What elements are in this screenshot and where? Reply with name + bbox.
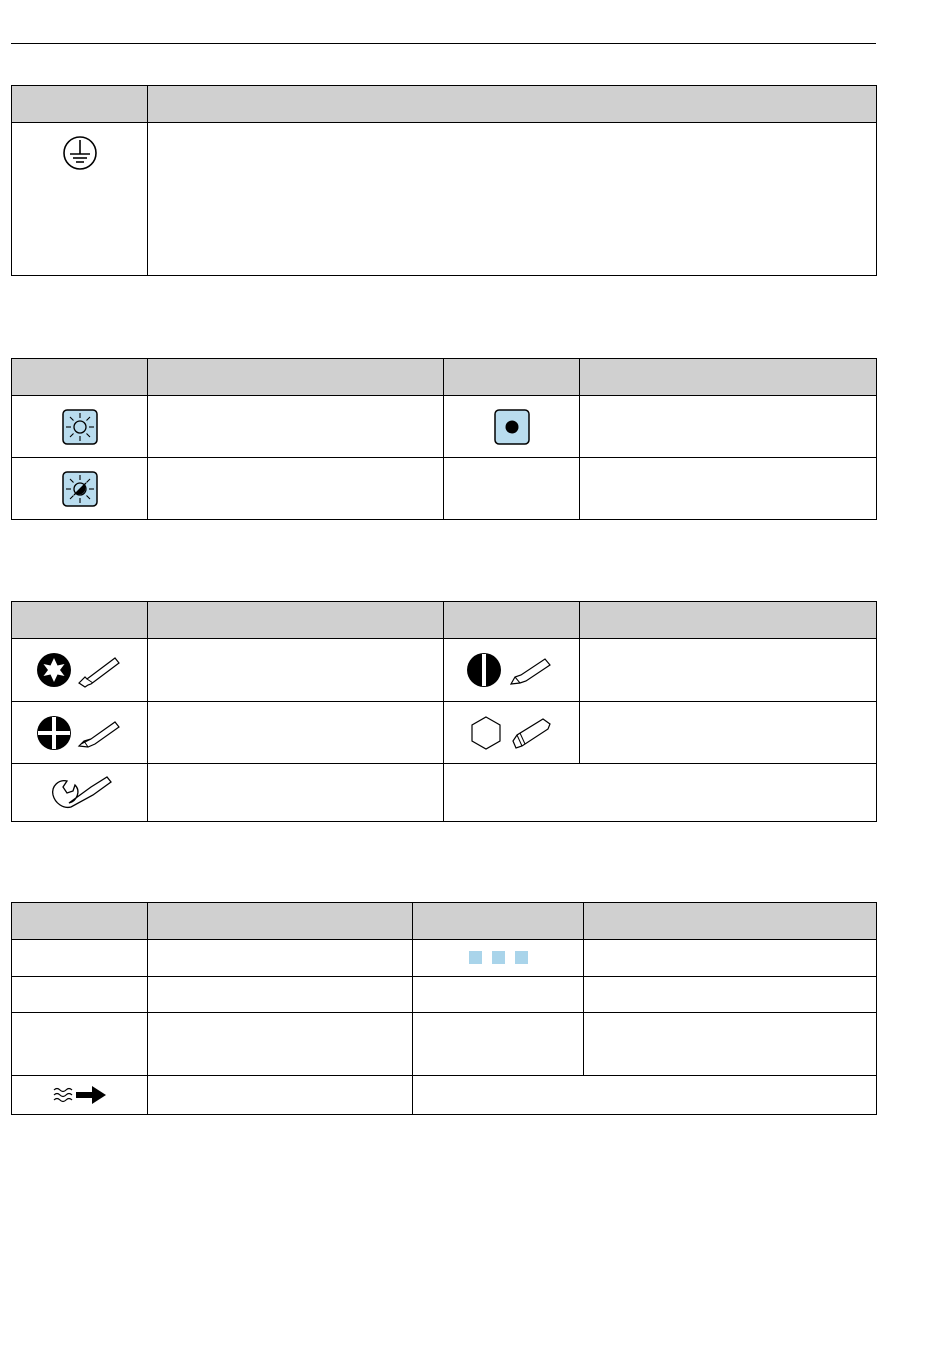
description-cell xyxy=(148,1076,413,1115)
table-row xyxy=(12,940,877,977)
description-cell xyxy=(148,123,877,276)
symbol-cell xyxy=(12,1076,148,1115)
symbol-column-header xyxy=(12,903,148,940)
description-cell xyxy=(584,977,877,1013)
symbol-cell xyxy=(444,396,580,458)
open-ended-wrench-icon xyxy=(45,773,115,813)
display-led-symbols-table xyxy=(11,358,877,520)
symbol-cell xyxy=(12,458,148,520)
graphic-symbols-table xyxy=(11,902,877,1115)
protective-earth-icon xyxy=(62,135,98,171)
blue-squares-icon xyxy=(413,940,584,977)
description-cell xyxy=(148,458,444,520)
meaning-column-header xyxy=(580,602,877,639)
tool-symbols-table xyxy=(11,601,877,822)
description-cell xyxy=(148,977,413,1013)
led-flashing-icon xyxy=(61,470,99,508)
symbol-cell xyxy=(12,702,148,764)
symbol-column-header xyxy=(12,86,148,123)
description-cell xyxy=(148,396,444,458)
symbol-column-header xyxy=(12,602,148,639)
symbol-cell xyxy=(12,639,148,702)
description-cell xyxy=(580,396,877,458)
meaning-column-header xyxy=(148,86,877,123)
merged-description-cell xyxy=(413,1076,877,1115)
symbol-cell xyxy=(12,977,148,1013)
table-row xyxy=(12,1013,877,1076)
table-row xyxy=(12,764,877,822)
symbol-column-header xyxy=(12,359,148,396)
symbol-column-header xyxy=(413,903,584,940)
symbol-cell xyxy=(413,977,584,1013)
table-row xyxy=(12,458,877,520)
meaning-column-header xyxy=(148,903,413,940)
led-off-icon xyxy=(61,408,99,446)
table-row xyxy=(12,1076,877,1115)
description-cell xyxy=(580,458,877,520)
phillips-screwdriver-icon xyxy=(35,713,125,753)
table-header-row xyxy=(12,359,877,396)
symbol-cell xyxy=(12,1013,148,1076)
symbol-column-header xyxy=(444,359,580,396)
symbol-cell xyxy=(12,396,148,458)
table-header-row xyxy=(12,602,877,639)
meaning-column-header xyxy=(584,903,877,940)
torx-screwdriver-icon xyxy=(35,650,125,690)
flow-direction-icon xyxy=(52,1084,108,1106)
description-cell xyxy=(148,1013,413,1076)
led-on-icon xyxy=(493,408,531,446)
symbol-cell xyxy=(444,458,580,520)
symbol-cell xyxy=(444,702,580,764)
electrical-symbols-table xyxy=(11,85,877,276)
description-cell xyxy=(148,940,413,977)
symbol-cell xyxy=(12,940,148,977)
symbol-cell xyxy=(12,123,148,276)
description-cell xyxy=(148,702,444,764)
meaning-column-header xyxy=(148,602,444,639)
table-row xyxy=(12,396,877,458)
description-cell xyxy=(584,1013,877,1076)
description-cell xyxy=(584,940,877,977)
description-cell xyxy=(148,639,444,702)
table-row xyxy=(12,123,877,276)
description-cell xyxy=(580,702,877,764)
description-cell xyxy=(580,639,877,702)
merged-description-cell xyxy=(444,764,877,822)
flat-blade-screwdriver-icon xyxy=(467,650,557,690)
meaning-column-header xyxy=(580,359,877,396)
symbol-cell xyxy=(12,764,148,822)
symbol-column-header xyxy=(444,602,580,639)
table-row xyxy=(12,702,877,764)
description-cell xyxy=(148,764,444,822)
symbol-cell xyxy=(413,1013,584,1076)
symbol-cell xyxy=(444,639,580,702)
table-row xyxy=(12,977,877,1013)
table-header-row xyxy=(12,86,877,123)
allen-key-icon xyxy=(467,713,557,753)
meaning-column-header xyxy=(148,359,444,396)
table-row xyxy=(12,639,877,702)
header-rule xyxy=(11,43,876,44)
table-header-row xyxy=(12,903,877,940)
